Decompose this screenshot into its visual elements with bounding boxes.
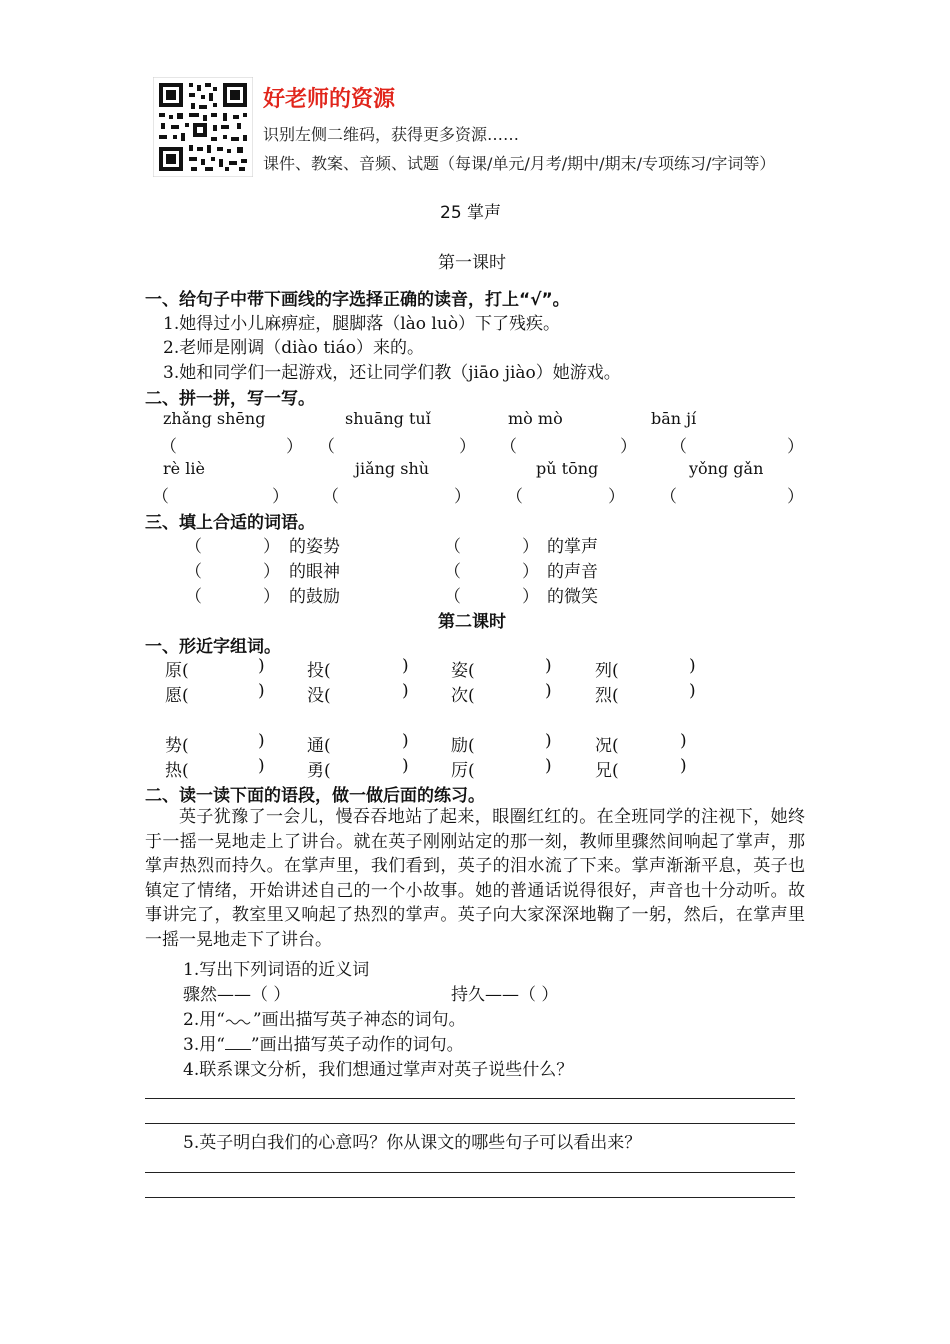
answer-paren-open: （: [160, 437, 177, 457]
answer-paren-close: ）: [787, 437, 804, 457]
reading-passage: 英子犹豫了一会儿，慢吞吞地站了起来，眼圈红红的。在全班同学的注视下，她终于一摇一晃地走上了讲台。就在英子刚刚站定的那一刻，教师里骤然间响起了掌声，那掌声热烈而持久。在掌声里，我们看到，英子的泪水流了下来。掌声渐渐平息，英子也镇定了情绪，开始讲述自己的一个小故事。她的普通话说得很好，声音也十分动听。故事讲完了，教室里又响起了热烈的掌声。英子向大家深深地鞠了一躬，然后，在掌声里一摇一晃地走下了讲台。: [145, 807, 805, 950]
char-cell-close: ): [402, 656, 409, 676]
answer-paren-open: （: [185, 587, 202, 607]
fill-word-left-2: 的眼神: [289, 562, 340, 582]
fill-word-right-3: 的微笑: [547, 587, 598, 607]
fill-word-right-1: 的掌声: [547, 537, 598, 557]
char-cell-close: ): [545, 731, 552, 751]
answer-paren-open: （: [152, 487, 169, 507]
exercise-5: 5.英子明白我们的心意吗？你从课文的哪些句子可以看出来？: [183, 1133, 642, 1153]
answer-paren-open: （: [444, 587, 461, 607]
answer-line[interactable]: [145, 1197, 795, 1198]
lesson-1-heading: 第一课时: [438, 253, 506, 273]
char-cell: 烈(: [595, 686, 619, 706]
wavy-underline-icon: [225, 1015, 253, 1025]
char-cell: 厉(: [451, 761, 475, 781]
question-1-1: 1.她得过小儿麻痹症，腿脚落（lào luò）下了残疾。: [163, 314, 561, 334]
pinyin-1: zhǎng shēng: [163, 409, 266, 428]
char-cell: 热(: [165, 761, 189, 781]
pinyin-6: jiǎng shù: [355, 459, 430, 478]
section-5-heading: 二、读一读下面的语段，做一做后面的练习。: [145, 786, 485, 806]
answer-paren-open: （: [318, 437, 335, 457]
section-2-heading: 二、拼一拼，写一写。: [145, 389, 315, 409]
pinyin-8: yǒng gǎn: [689, 459, 764, 478]
char-cell-close: ): [258, 756, 265, 776]
fill-word-right-2: 的声音: [547, 562, 598, 582]
pinyin-5: rè liè: [163, 459, 205, 478]
header-line-1: 识别左侧二维码，获得更多资源……: [263, 125, 520, 144]
fill-word-left-1: 的姿势: [289, 537, 340, 557]
answer-line[interactable]: [145, 1123, 795, 1124]
brand-title: 好老师的资源: [263, 87, 396, 112]
char-cell-close: ): [689, 656, 696, 676]
answer-paren-close: ）: [522, 587, 539, 607]
answer-paren-open: （: [500, 437, 517, 457]
section-3-heading: 三、填上合适的词语。: [145, 513, 315, 533]
answer-paren-open: （: [185, 537, 202, 557]
answer-paren-close: ）: [522, 562, 539, 582]
answer-line[interactable]: [145, 1172, 795, 1173]
lesson-2-heading: 第二课时: [438, 612, 506, 632]
qr-code: [153, 77, 253, 177]
exercise-1a: 骤然——（ ）: [183, 985, 291, 1005]
answer-paren-open: （: [322, 487, 339, 507]
exercise-2: 2.用“ ”画出描写英子神态的词句。: [183, 1010, 466, 1030]
answer-paren-open: （: [444, 562, 461, 582]
answer-line[interactable]: [145, 1098, 795, 1099]
exercise-1: 1.写出下列词语的近义词: [183, 960, 370, 980]
answer-paren-close: ）: [263, 562, 280, 582]
char-cell-close: ): [402, 731, 409, 751]
exercise-4: 4.联系课文分析，我们想通过掌声对英子说些什么？: [183, 1060, 574, 1080]
question-1-3: 3.她和同学们一起游戏，还让同学们教（jiāo jiào）她游戏。: [163, 363, 621, 383]
answer-paren-close: ）: [263, 537, 280, 557]
answer-paren-close: ）: [620, 437, 637, 457]
char-cell: 姿(: [451, 661, 475, 681]
char-cell: 励(: [451, 736, 475, 756]
char-cell-close: ): [258, 656, 265, 676]
answer-paren-close: ）: [459, 437, 476, 457]
header-line-2: 课件、教案、音频、试题（每课/单元/月考/期中/期末/专项练习/字词等）: [263, 154, 776, 173]
char-cell: 投(: [307, 661, 331, 681]
char-cell-close: ): [545, 756, 552, 776]
section-1-heading: 一、给句子中带下画线的字选择正确的读音，打上“√”。: [145, 290, 570, 310]
question-1-2: 2.老师是刚调（diào tiáo）来的。: [163, 338, 424, 358]
page-title: 25 掌声: [440, 203, 502, 223]
answer-paren-open: （: [670, 437, 687, 457]
pinyin-3: mò mò: [508, 409, 563, 428]
section-4-heading: 一、形近字组词。: [145, 637, 281, 657]
answer-paren-open: （: [506, 487, 523, 507]
char-cell-close: ): [258, 731, 265, 751]
char-cell: 兄(: [595, 761, 619, 781]
exercise-3: 3.用“ ”画出描写英子动作的词句。: [183, 1035, 464, 1055]
straight-underline-icon: [225, 1035, 251, 1050]
char-cell: 通(: [307, 736, 331, 756]
answer-paren-close: ）: [608, 487, 625, 507]
char-cell: 没(: [307, 686, 331, 706]
pinyin-7: pǔ tōng: [536, 459, 599, 478]
answer-paren-open: （: [444, 537, 461, 557]
answer-paren-close: ）: [263, 587, 280, 607]
answer-paren-close: ）: [272, 487, 289, 507]
pinyin-2: shuāng tuǐ: [345, 409, 431, 428]
char-cell: 列(: [595, 661, 619, 681]
char-cell: 势(: [165, 736, 189, 756]
answer-paren-close: ）: [522, 537, 539, 557]
char-cell-close: ): [402, 756, 409, 776]
char-cell: 愿(: [165, 686, 189, 706]
pinyin-4: bān jí: [651, 409, 697, 428]
answer-paren-close: ）: [787, 487, 804, 507]
char-cell-close: ): [545, 681, 552, 701]
char-cell-close: ): [258, 681, 265, 701]
answer-paren-close: ）: [286, 437, 303, 457]
answer-paren-close: ）: [454, 487, 471, 507]
exercise-1b: 持久——（ ）: [451, 985, 559, 1005]
char-cell: 况(: [595, 736, 619, 756]
char-cell-close: ): [545, 656, 552, 676]
char-cell-close: ): [680, 756, 687, 776]
char-cell-close: ): [680, 731, 687, 751]
char-cell-close: ): [402, 681, 409, 701]
char-cell-close: ): [689, 681, 696, 701]
char-cell: 次(: [451, 686, 475, 706]
answer-paren-open: （: [660, 487, 677, 507]
answer-paren-open: （: [185, 562, 202, 582]
fill-word-left-3: 的鼓励: [289, 587, 340, 607]
char-cell: 勇(: [307, 761, 331, 781]
char-cell: 原(: [165, 661, 189, 681]
